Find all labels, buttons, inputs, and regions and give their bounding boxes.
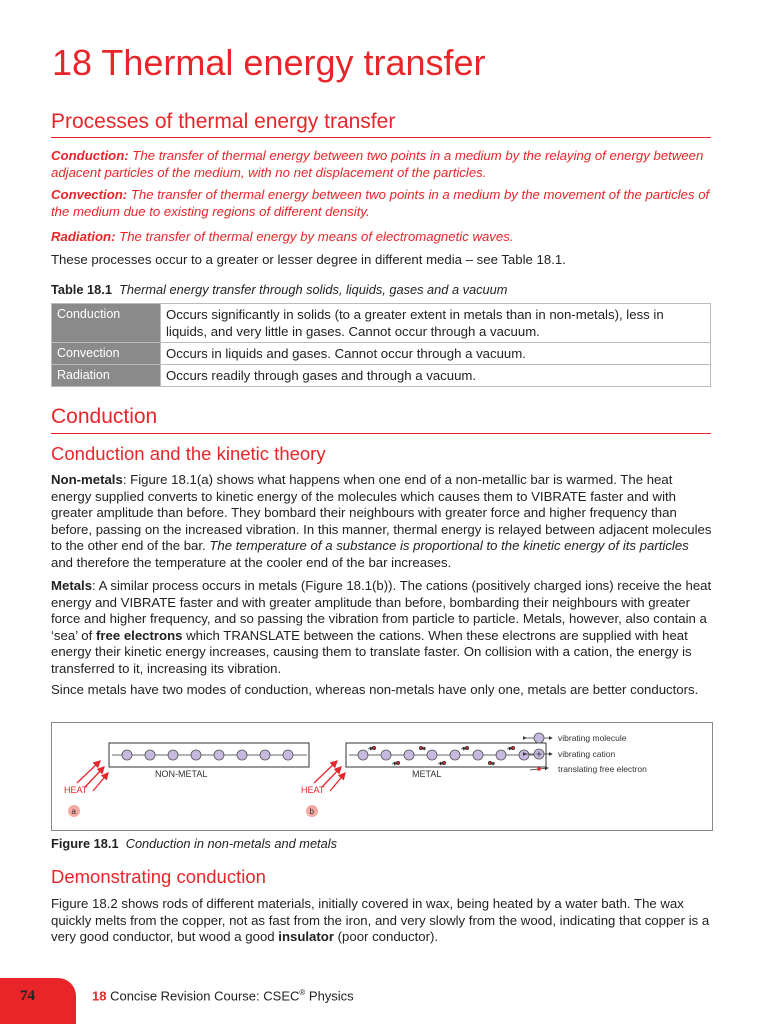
definition-term: Convection: (51, 187, 128, 202)
legend-vibrating-cation-icon (526, 749, 552, 759)
legend-label: vibrating molecule (558, 733, 627, 743)
definition-term: Conduction: (51, 148, 129, 163)
processes-intro: These processes occur to a greater or lesser degree in different media – see Table 18.1. (51, 252, 566, 267)
kinetic-theory-heading: Conduction and the kinetic theory (51, 443, 326, 464)
demonstrating-text-end: (poor conductor). (333, 929, 439, 944)
running-footer (92, 988, 354, 1003)
metals-label: Metals (51, 578, 93, 593)
demonstrating-paragraph (51, 896, 713, 946)
nonmetals-text-end: and therefore the temperature at the cooler end of the bar increases. (51, 554, 452, 570)
nonmetals-label: Non-metals (51, 472, 123, 487)
legend-label: translating free electron (558, 764, 647, 774)
metal-cations (349, 750, 543, 760)
legend-label: vibrating cation (558, 749, 616, 759)
table-row (52, 343, 711, 365)
heat-label-a: HEAT (64, 785, 88, 795)
insulator-term: insulator (278, 929, 334, 944)
metals-text-end: which TRANSLATE between the cations. When these electrons are supplied with heat energy their kinetic energy increases, causing them to translate faster. On collision with a cation, the energy is transferred to it, increasing its vibration. (51, 627, 692, 676)
definition-radiation (51, 229, 713, 246)
nonmetals-paragraph (51, 472, 713, 571)
table-row (52, 304, 711, 343)
definition-text: The transfer of thermal energy by means of electromagnetic waves. (115, 229, 514, 244)
metal-label: METAL (412, 769, 442, 779)
metals-text: : A similar process occurs in metals (Figure 18.1(b)). The cations (positively charged ions) receive the heat energy and VIBRATE faster and with greater amplitude than before, bombarding their neighbours with greater force and higher frequency, and so passing the vibration from particle to particle. Metals, however, also contain a ‘sea’ of (51, 578, 712, 643)
table-row-head: Radiation (52, 365, 161, 387)
heading-rule (51, 137, 711, 138)
legend (526, 733, 647, 774)
processes-heading: Processes of thermal energy transfer (51, 110, 396, 133)
page-number: 74 (20, 988, 35, 1004)
table-caption-label: Table 18.1 (51, 282, 112, 297)
legend-vibrating-molecule-icon (526, 733, 552, 743)
legend-free-electron-icon (530, 767, 548, 771)
figure-caption-label: Figure 18.1 (51, 836, 119, 851)
definition-text: The transfer of thermal energy between two points in a medium by the movement of the particles of the medium due to existing regions of different density. (51, 187, 710, 219)
figure-caption (51, 836, 337, 851)
nonmetals-italic: The temperature of a substance is proportional to the kinetic energy of its particles (209, 538, 689, 553)
definition-conduction (51, 148, 713, 181)
heat-label-b: HEAT (301, 785, 325, 795)
table-row-head: Convection (52, 343, 161, 365)
definition-text: The transfer of thermal energy between two points in a medium by the relaying of energy between adjacent particles of the medium, with no net displacement of the particles. (51, 148, 704, 180)
table-row-text: Occurs readily through gases and through a vacuum. (161, 365, 711, 387)
table-caption-text: Thermal energy transfer through solids, liquids, gases and a vacuum (119, 282, 508, 297)
part-b-letter: b (309, 807, 314, 816)
metals-paragraph (51, 578, 713, 677)
definition-term: Radiation: (51, 229, 116, 244)
transfer-table (51, 303, 711, 387)
free-electrons-term: free electrons (95, 627, 183, 643)
chapter-title: 18 Thermal energy transfer (52, 42, 486, 83)
nonmetal-molecules (112, 750, 307, 760)
heading-rule (51, 433, 711, 434)
nonmetal-label: NON-METAL (155, 769, 208, 779)
demonstrating-text: Figure 18.2 shows rods of different materials, initially covered in wax, being heated by a water bath. The wax quickly melts from the copper, not as fast from the iron, and very slowly from the wood, indicating that copper is a very good conductor, but wood a good (51, 896, 710, 944)
footer-book-title: Concise Revision Course: CSEC (106, 988, 300, 1004)
nonmetals-text: : Figure 18.1(a) shows what happens when one end of a non-metallic bar is warmed. The heat energy supplied converts to kinetic energy of the molecules which causes them to VIBRATE faster and with greater amplitude than before. They bombard their neighbours with greater force and higher frequency than before, passing on the increased vibration. In this manner, thermal energy is relayed between adjacent molecules to the other end of the bar. (51, 472, 712, 553)
conduction-diagram (52, 723, 712, 830)
footer-subject: Physics (305, 988, 354, 1004)
definition-convection (51, 187, 713, 220)
table-row (52, 365, 711, 387)
table-row-text: Occurs in liquids and gases. Cannot occur through a vacuum. (161, 343, 711, 365)
summary-paragraph: Since metals have two modes of conduction, whereas non-metals have only one, metals are better conductors. (51, 682, 699, 697)
footer-chapter-number: 18 (92, 988, 107, 1004)
table-row-text: Occurs significantly in solids (to a greater extent in metals than in non-metals), less in liquids, and very little in gases. Cannot occur through a vacuum. (161, 304, 711, 343)
page-number-tab (0, 978, 76, 1024)
figure-18-1 (51, 722, 713, 831)
table-row-head: Conduction (52, 304, 161, 343)
figure-caption-text: Conduction in non-metals and metals (125, 836, 337, 851)
conduction-heading: Conduction (51, 405, 158, 428)
table-caption (51, 282, 507, 297)
part-a-letter: a (71, 807, 76, 816)
footer-registered-mark: ® (299, 988, 306, 997)
demonstrating-heading: Demonstrating conduction (51, 866, 266, 887)
